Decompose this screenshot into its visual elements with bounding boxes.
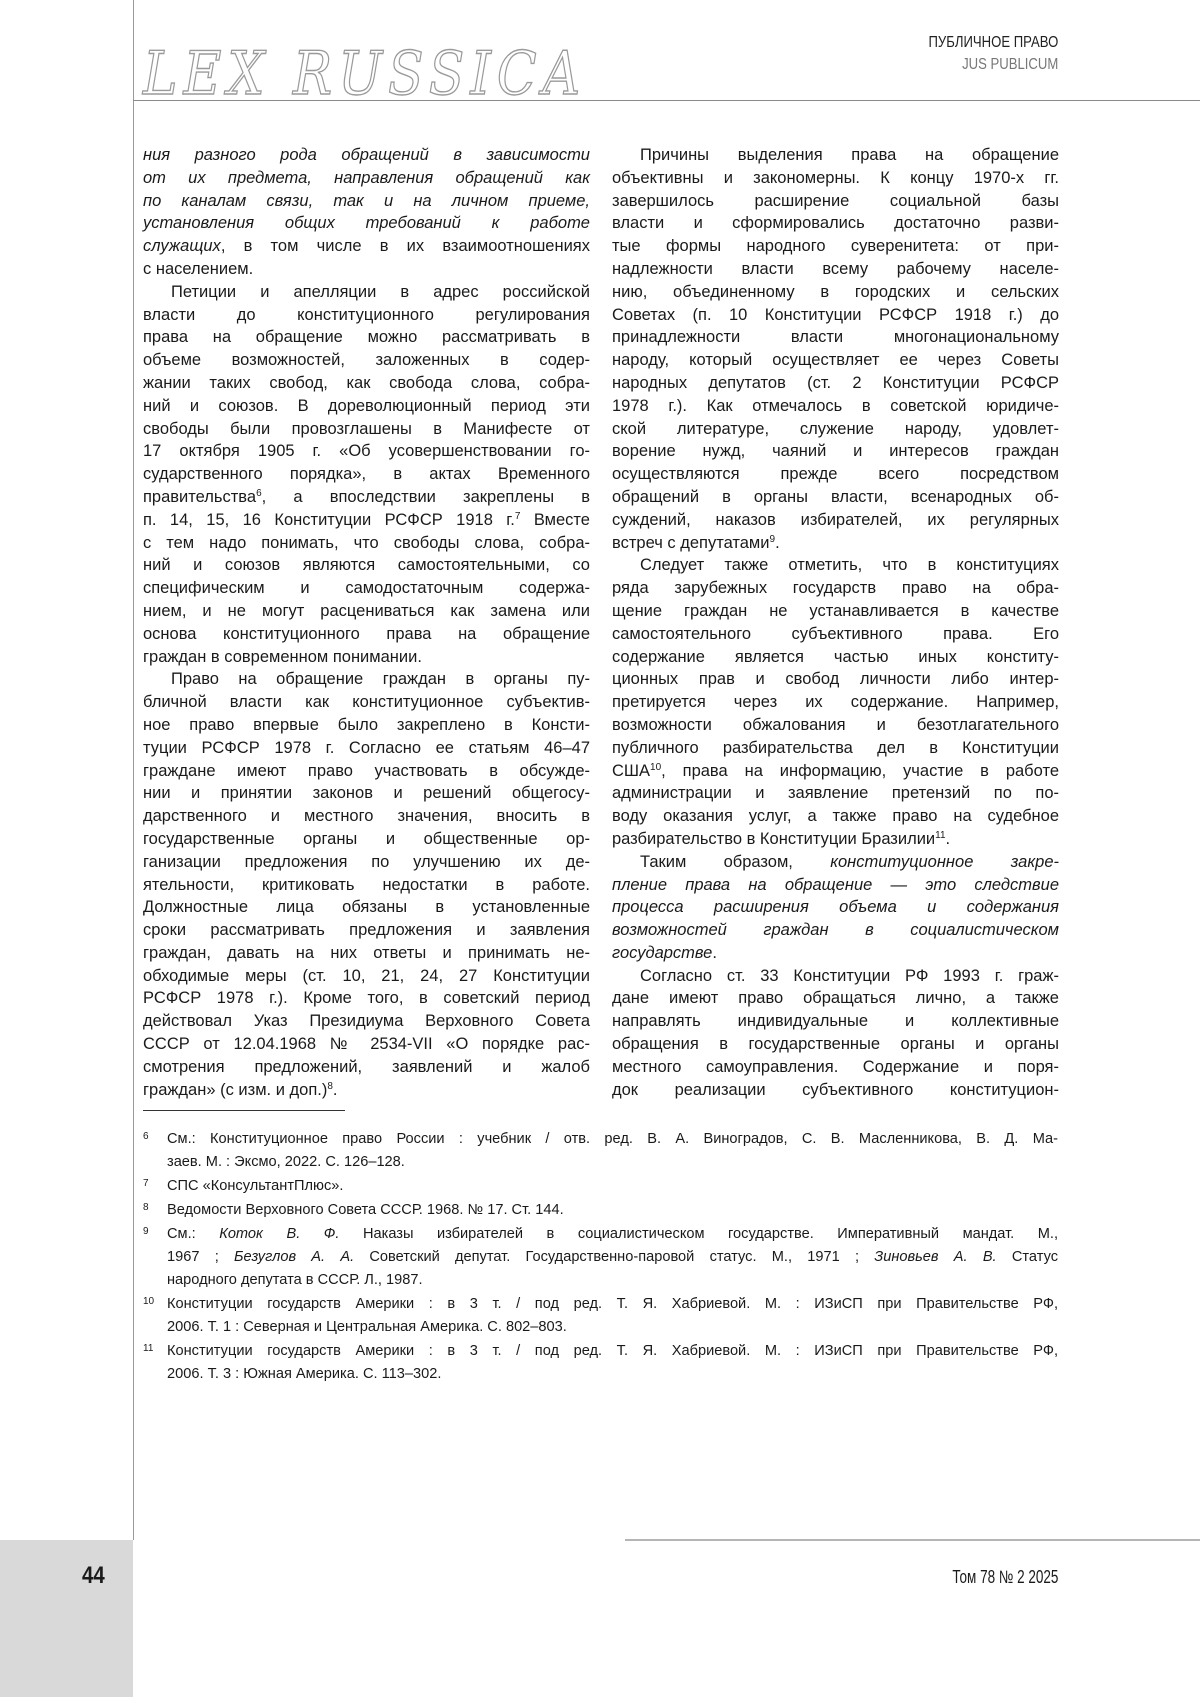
text-line: [612, 646, 1059, 669]
text-line: [612, 190, 1059, 213]
text-line: [612, 874, 1059, 897]
paragraph: [143, 281, 590, 669]
text-run: власти до конституционного регулирования: [143, 306, 590, 324]
text-line: [143, 646, 590, 669]
text-run: Таким образом,: [640, 853, 830, 871]
text-run: Безуглов А. А.: [234, 1249, 354, 1265]
left-margin-rule: [133, 0, 134, 1540]
text-line: [167, 1128, 1058, 1151]
text-run: содержание является частью иных конститу-: [612, 648, 1059, 666]
text-line: [612, 851, 1059, 874]
text-line: [612, 258, 1059, 281]
text-run: надлежности власти всему рабочему населе-: [612, 260, 1059, 278]
text-run: ний и союзов. В дореволюционный период эти: [143, 397, 590, 415]
paragraph: [612, 144, 1059, 554]
text-run: .: [333, 1081, 338, 1099]
text-run: принадлежности власти многонациональному: [612, 328, 1059, 346]
footnote: [143, 1340, 1058, 1386]
text-run: возможностей граждан в социалистическом: [612, 921, 1059, 939]
text-run: , в том числе в их взаимоотношениях: [221, 237, 590, 255]
text-line: [143, 258, 590, 281]
text-line: [167, 1199, 1058, 1222]
footnote-number: 9: [143, 1220, 149, 1243]
text-line: [612, 418, 1059, 441]
text-run: док реализации субъективного конституцион-: [612, 1081, 1059, 1099]
text-line: [143, 463, 590, 486]
text-run: специфическим и самодостаточным содержа-: [143, 579, 590, 597]
text-line: [612, 395, 1059, 418]
text-run: нием, и не могут расцениваться как замена или: [143, 602, 590, 620]
text-run: Петиции и апелляции в адрес российской: [171, 283, 590, 301]
footnote-ref[interactable]: 7: [515, 511, 521, 522]
footnote: [143, 1293, 1058, 1339]
text-run: права на обращение можно рассматривать в: [143, 328, 590, 346]
text-run: обращений в органы власти, всенародных об-: [612, 488, 1059, 506]
text-line: [143, 1033, 590, 1056]
footnote-number: 10: [143, 1290, 154, 1313]
text-run: встреч с депутатами: [612, 534, 770, 552]
text-run: с населением.: [143, 260, 253, 278]
text-line: [167, 1316, 1058, 1339]
text-run: 1978 г.). Как отмечалось в советской юридиче-: [612, 397, 1059, 415]
text-line: [143, 805, 590, 828]
text-line: [612, 805, 1059, 828]
text-line: [612, 577, 1059, 600]
text-run: нию, объединенному в городских и сельских: [612, 283, 1059, 301]
text-run: с тем надо понимать, что свободы слова, собра-: [143, 534, 590, 552]
text-line: [612, 349, 1059, 372]
text-run: Следует также отметить, что в конституциях: [640, 556, 1059, 574]
text-line: [143, 965, 590, 988]
text-line: [143, 190, 590, 213]
text-run: государстве: [612, 944, 712, 962]
text-run: Согласно ст. 33 Конституции РФ 1993 г. граж-: [640, 967, 1059, 985]
text-run: установления общих требований к работе: [143, 214, 590, 232]
text-column-left: [143, 144, 590, 1101]
text-line: [612, 987, 1059, 1010]
footnote: [143, 1199, 1058, 1222]
text-run: ния разного рода обращений в зависимости: [143, 146, 590, 164]
text-line: [612, 440, 1059, 463]
text-run: дане имеют право обращаться лично, а также: [612, 989, 1059, 1007]
text-run: обращения в государственные органы и органы: [612, 1035, 1059, 1053]
footnote-ref[interactable]: 6: [256, 488, 262, 499]
text-line: [143, 828, 590, 851]
text-run: Наказы избирателей в социалистическом государстве. Императивный мандат. М.,: [339, 1226, 1058, 1242]
text-line: [612, 623, 1059, 646]
text-run: жании таких свобод, как свобода слова, собра-: [143, 374, 590, 392]
text-line: [143, 600, 590, 623]
text-run: ний и союзов являются самостоятельными, со: [143, 556, 590, 574]
section-rubric: [928, 32, 1058, 76]
text-run: обходимые меры (ст. 10, 21, 24, 27 Конституции: [143, 967, 590, 985]
footnote: [143, 1175, 1058, 1198]
text-run: .: [946, 830, 951, 848]
text-line: [612, 326, 1059, 349]
text-run: Ведомости Верховного Совета СССР. 1968. № 17. Ст. 144.: [167, 1202, 564, 1218]
text-line: [143, 714, 590, 737]
journal-logo: LEX RUSSICA: [143, 40, 586, 109]
text-line: [143, 304, 590, 327]
text-line: [612, 1056, 1059, 1079]
footnote-number: 8: [143, 1196, 149, 1219]
footnote-number: 11: [143, 1337, 153, 1360]
text-line: [167, 1223, 1058, 1246]
text-line: [143, 1079, 590, 1102]
text-line: [143, 1056, 590, 1079]
text-line: [612, 144, 1059, 167]
text-run: СПС «КонсультантПлюс».: [167, 1178, 343, 1194]
text-line: [612, 828, 1059, 851]
text-run: администрации и заявление претензий по по-: [612, 784, 1059, 802]
text-run: власти и сформировались достаточно разви-: [612, 214, 1059, 232]
text-line: [143, 440, 590, 463]
text-run: ганизации предложения по улучшению их де-: [143, 853, 590, 871]
footnote: [143, 1223, 1058, 1292]
text-line: [143, 896, 590, 919]
text-run: тые формы народного суверенитета: от при-: [612, 237, 1059, 255]
text-line: [167, 1293, 1058, 1316]
text-line: [612, 554, 1059, 577]
issue-info: Том 78 № 2 2025: [952, 1567, 1058, 1588]
text-line: [143, 326, 590, 349]
text-run: ряда зарубежных государств право на обра-: [612, 579, 1059, 597]
paragraph: [612, 965, 1059, 1102]
text-line: [143, 372, 590, 395]
text-run: направлять индивидуальные и коллективные: [612, 1012, 1059, 1030]
text-line: [612, 760, 1059, 783]
text-run: по каналам связи, так и на личном приеме,: [143, 192, 590, 210]
text-line: [143, 486, 590, 509]
text-run: 2006. Т. 1 : Северная и Центральная Америка. С. 802–803.: [167, 1319, 567, 1335]
text-line: [143, 144, 590, 167]
text-line: [612, 532, 1059, 555]
text-run: СССР от 12.04.1968 № 2534-VII «О порядке рас-: [143, 1035, 590, 1053]
text-line: [612, 463, 1059, 486]
text-run: США: [612, 762, 650, 780]
text-line: [143, 691, 590, 714]
text-line: [143, 532, 590, 555]
footnote-ref[interactable]: 10: [650, 762, 661, 773]
footer-rule: [625, 1539, 1200, 1541]
text-run: народного депутата в СССР. Л., 1987.: [167, 1272, 423, 1288]
footnote-ref[interactable]: 8: [327, 1081, 333, 1092]
text-line: [167, 1246, 1058, 1269]
text-run: процесса расширения объема и содержания: [612, 898, 1059, 916]
text-run: .: [712, 944, 717, 962]
text-run: 1967 ;: [167, 1249, 234, 1265]
text-run: народных депутатов (ст. 2 Конституции РСФСР: [612, 374, 1059, 392]
text-run: служащих: [143, 237, 221, 255]
text-line: [612, 714, 1059, 737]
paragraph: [612, 851, 1059, 965]
text-line: [612, 691, 1059, 714]
text-line: [143, 212, 590, 235]
text-run: , а впоследствии закреплены в: [262, 488, 590, 506]
text-run: Зиновьев А. В.: [874, 1249, 996, 1265]
text-line: [143, 349, 590, 372]
text-run: сударственного порядка», в актах Временного: [143, 465, 590, 483]
text-line: [143, 509, 590, 532]
text-run: самостоятельного субъективного права. Его: [612, 625, 1059, 643]
text-run: РСФСР 1978 г.). Кроме того, в советский период: [143, 989, 590, 1007]
text-line: [612, 509, 1059, 532]
text-line: [612, 668, 1059, 691]
paragraph: [612, 554, 1059, 850]
text-run: ное право впервые было закреплено в Консти-: [143, 716, 590, 734]
text-line: [612, 304, 1059, 327]
footnote: [143, 1128, 1058, 1174]
text-run: завершилось расширение социальной базы: [612, 192, 1059, 210]
footnote-ref[interactable]: 11: [935, 830, 945, 841]
text-run: щение граждан не устанавливается в качестве: [612, 602, 1059, 620]
text-run: Вместе: [520, 511, 590, 529]
text-run: государственные органы и общественные ор-: [143, 830, 590, 848]
text-line: [143, 623, 590, 646]
paragraph: [143, 144, 590, 281]
text-run: граждан, давать на них ответы и принимать не-: [143, 944, 590, 962]
text-line: [167, 1363, 1058, 1386]
text-line: [143, 577, 590, 600]
text-line: [143, 919, 590, 942]
text-line: [143, 760, 590, 783]
text-run: п. 14, 15, 16 Конституции РСФСР 1918 г.: [143, 511, 515, 529]
text-run: местного самоуправления. Содержание и поря-: [612, 1058, 1059, 1076]
text-run: объективны и закономерны. К концу 1970-х гг.: [612, 169, 1059, 187]
text-run: ворение нужд, чаяний и интересов граждан: [612, 442, 1059, 460]
text-run: Советах (п. 10 Конституции РСФСР 1918 г.) до: [612, 306, 1059, 324]
text-line: [612, 600, 1059, 623]
text-run: Статус: [997, 1249, 1058, 1265]
text-run: объеме возможностей, заложенных в содер-: [143, 351, 590, 369]
text-line: [612, 737, 1059, 760]
text-line: [167, 1269, 1058, 1292]
footnotes: [143, 1128, 1058, 1387]
text-run: правительства: [143, 488, 256, 506]
text-run: туции РСФСР 1978 г. Согласно ее статьям 46–47: [143, 739, 590, 757]
text-line: [143, 235, 590, 258]
text-line: [143, 554, 590, 577]
text-run: Причины выделения права на обращение: [640, 146, 1059, 164]
text-line: [143, 737, 590, 760]
text-run: 17 октября 1905 г. «Об усовершенствовании го-: [143, 442, 590, 460]
text-line: [143, 395, 590, 418]
footnote-separator: [143, 1110, 345, 1111]
paragraph: [143, 668, 590, 1101]
text-line: [143, 874, 590, 897]
text-line: [143, 418, 590, 441]
rubric-russian: ПУБЛИЧНОЕ ПРАВО: [928, 32, 1058, 54]
text-run: сроки рассматривать предложения и заявления: [143, 921, 590, 939]
text-run: нии и принятии законов и решений общегосу-: [143, 784, 590, 802]
text-run: ской литературе, служение народу, удовлет-: [612, 420, 1059, 438]
footnote-number: 6: [143, 1125, 149, 1148]
text-line: [612, 1079, 1059, 1102]
text-line: [612, 896, 1059, 919]
text-run: пление права на обращение — это следствие: [612, 876, 1059, 894]
text-line: [612, 167, 1059, 190]
text-line: [612, 942, 1059, 965]
text-run: смотрения предложений, заявлений и жалоб: [143, 1058, 590, 1076]
text-run: Советский депутат. Государственно-паровой статус. М., 1971 ;: [354, 1249, 874, 1265]
text-run: суждений, наказов избирателей, их регулярных: [612, 511, 1059, 529]
text-run: разбирательство в Конституции Бразилии: [612, 830, 935, 848]
text-run: Конституции государств Америки : в 3 т. / под ред. Т. Я. Хабриевой. М. : ИЗиСП при Правительстве РФ,: [167, 1343, 1058, 1359]
text-run: граждан в современном понимании.: [143, 648, 422, 666]
text-run: См.: Конституционное право России : учебник / отв. ред. В. А. Виноградов, С. В. Масленникова, В. Д. Ма-: [167, 1131, 1058, 1147]
text-line: [167, 1340, 1058, 1363]
text-run: воду оказания услуг, а также право на судебное: [612, 807, 1059, 825]
page-number-tab: [0, 1540, 133, 1697]
rubric-latin: JUS PUBLICUM: [928, 54, 1058, 76]
text-line: [612, 1010, 1059, 1033]
text-line: [143, 1010, 590, 1033]
text-run: осуществляются прежде всего посредством: [612, 465, 1059, 483]
text-run: народу, который осуществляет ее через Советы: [612, 351, 1059, 369]
text-run: Право на обращение граждан в органы пу-: [171, 670, 590, 688]
text-run: Конституции государств Америки : в 3 т. / под ред. Т. Я. Хабриевой. М. : ИЗиСП при Правительстве РФ,: [167, 1296, 1058, 1312]
text-run: 2006. Т. 3 : Южная Америка. С. 113–302.: [167, 1366, 441, 1382]
text-run: возможности обжалования и безотлагательного: [612, 716, 1059, 734]
text-run: действовал Указ Президиума Верховного Совета: [143, 1012, 590, 1030]
text-run: заев. М. : Эксмо, 2022. С. 126–128.: [167, 1154, 405, 1170]
text-run: ционных прав и свобод личности либо интер-: [612, 670, 1059, 688]
text-run: ятельности, критиковать недостатки в работе.: [143, 876, 590, 894]
text-run: конституционное закре-: [830, 853, 1059, 871]
text-line: [143, 942, 590, 965]
text-line: [167, 1151, 1058, 1174]
text-line: [143, 987, 590, 1010]
text-line: [612, 235, 1059, 258]
footnote-number: 7: [143, 1172, 149, 1195]
text-run: бличной власти как конституционное субъектив-: [143, 693, 590, 711]
text-line: [612, 281, 1059, 304]
text-line: [612, 1033, 1059, 1056]
text-run: Коток В. Ф.: [219, 1226, 339, 1242]
text-run: Должностные лица обязаны в установленные: [143, 898, 590, 916]
text-run: .: [775, 534, 780, 552]
text-run: основа конституционного права на обращение: [143, 625, 590, 643]
footnote-ref[interactable]: 9: [770, 534, 776, 545]
text-line: [143, 167, 590, 190]
text-run: граждан» (с изм. и доп.): [143, 1081, 327, 1099]
text-run: от их предмета, направления обращений как: [143, 169, 590, 187]
text-line: [143, 782, 590, 805]
text-run: граждане имеют право участвовать в обсужде-: [143, 762, 590, 780]
text-run: дарственного и местного значения, вносить в: [143, 807, 590, 825]
page-number: 44: [82, 1562, 105, 1590]
text-line: [612, 782, 1059, 805]
text-line: [612, 372, 1059, 395]
text-run: свободы были провозглашены в Манифесте от: [143, 420, 590, 438]
text-run: , права на информацию, участие в работе: [661, 762, 1059, 780]
text-run: См.:: [167, 1226, 219, 1242]
text-column-right: [612, 144, 1059, 1101]
text-line: [143, 668, 590, 691]
text-run: претируется через их содержание. Например,: [612, 693, 1059, 711]
text-line: [612, 212, 1059, 235]
text-line: [612, 486, 1059, 509]
text-line: [143, 851, 590, 874]
text-line: [612, 965, 1059, 988]
text-line: [143, 281, 590, 304]
text-line: [612, 919, 1059, 942]
text-run: публичного разбирательства дел в Конституции: [612, 739, 1059, 757]
text-line: [167, 1175, 1058, 1198]
